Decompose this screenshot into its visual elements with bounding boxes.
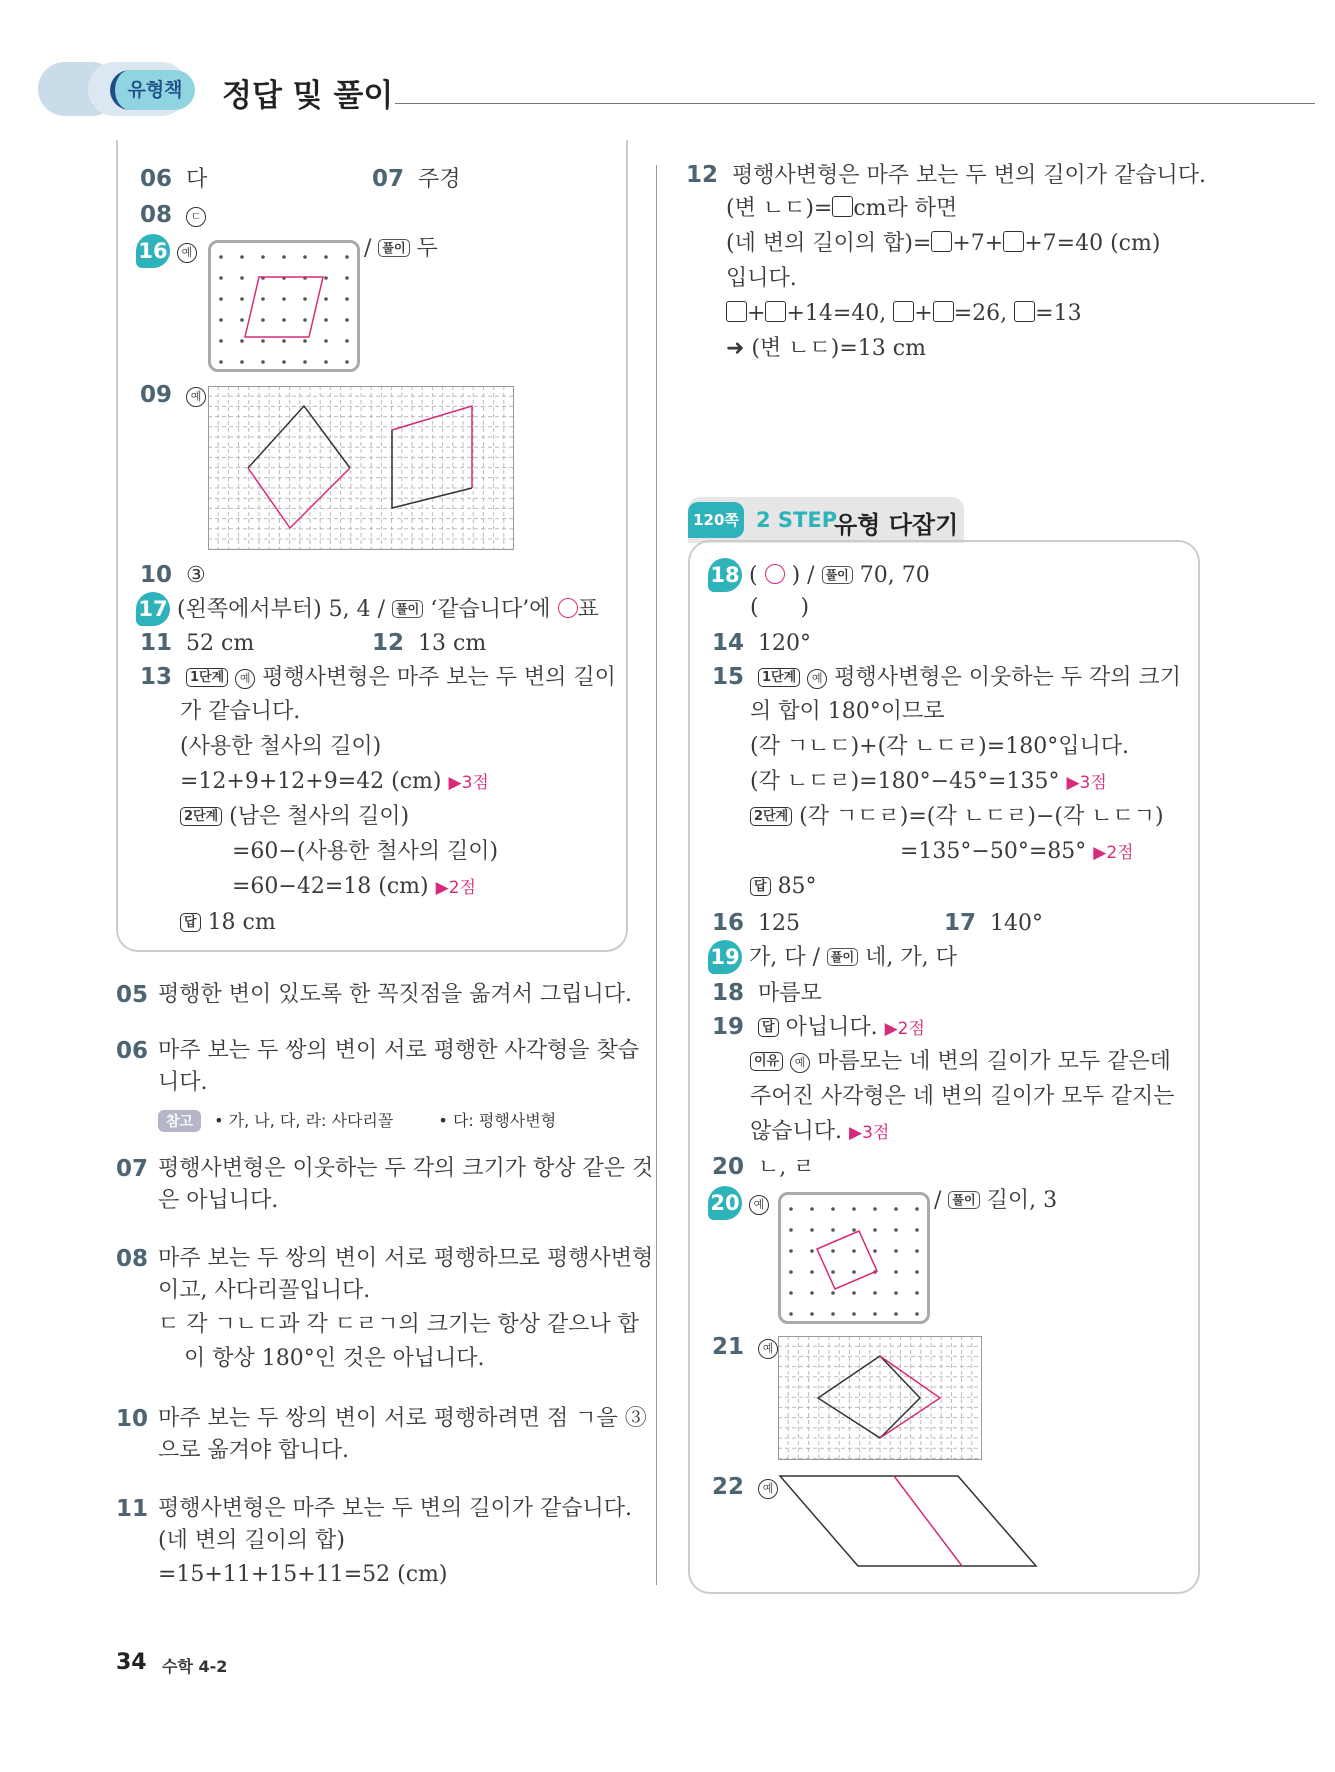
r-21: 21 예 bbox=[712, 1332, 778, 1363]
step-page-badge: 120쪽 bbox=[688, 502, 744, 538]
r-15-l5: 2단계 (각 ㄱㄷㄹ)=(각 ㄴㄷㄹ)−(각 ㄴㄷㄱ) bbox=[750, 802, 1164, 832]
rhombus-drawing-21 bbox=[778, 1336, 982, 1460]
grid-dot bbox=[810, 1228, 814, 1232]
row-13-l6: =60−(사용한 철사의 길이) bbox=[232, 839, 499, 864]
header-rule bbox=[395, 103, 1315, 104]
grid-dot bbox=[852, 1312, 856, 1316]
column-divider bbox=[656, 165, 657, 1585]
grid-dot bbox=[345, 339, 349, 343]
row-13-ans: 답 18 cm bbox=[180, 908, 276, 938]
grid-dot bbox=[240, 276, 244, 280]
r-20-solution: / 풀이 길이, 3 bbox=[934, 1188, 1058, 1213]
grid-dot bbox=[303, 255, 307, 259]
parallelogram-split-22 bbox=[778, 1474, 1042, 1570]
row-13: 13 1단계 예 평행사변형은 마주 보는 두 변의 길이 bbox=[140, 664, 616, 690]
row-13-l2: 가 같습니다. bbox=[180, 699, 301, 724]
grid-dot bbox=[831, 1291, 835, 1295]
left-explanations bbox=[116, 982, 654, 1606]
grid-dot bbox=[303, 339, 307, 343]
r-15: 15 1단계 예 평행사변형은 이웃하는 두 각의 크기 bbox=[712, 664, 1181, 690]
grid-dot bbox=[915, 1249, 919, 1253]
r-15-l4: (각 ㄴㄷㄹ)=180°−45°=135° ▶3점 bbox=[750, 769, 1107, 794]
grid-09 bbox=[208, 386, 514, 554]
grid-dot bbox=[873, 1291, 877, 1295]
row-13-l3: (사용한 철사의 길이) bbox=[180, 734, 382, 759]
grid-dot bbox=[915, 1228, 919, 1232]
r-19-l3: 않습니다. ▶3점 bbox=[750, 1119, 890, 1144]
grid-dot bbox=[915, 1207, 919, 1211]
grid-dot bbox=[261, 297, 265, 301]
grid-dot bbox=[915, 1291, 919, 1295]
grid-dot bbox=[240, 297, 244, 301]
r-18: 18 ( ) / 풀이 70, 70 bbox=[708, 558, 930, 592]
grid-dot bbox=[261, 318, 265, 322]
exp-11: 11 평행사변형은 마주 보는 두 변의 길이가 같습니다. (네 변의 길이의 합) =15+11+15+11=52 (cm) bbox=[116, 1496, 632, 1587]
grid-dot bbox=[324, 360, 328, 364]
grid-dot bbox=[915, 1312, 919, 1316]
grid-dot bbox=[219, 339, 223, 343]
parallelogram-drawing-16 bbox=[211, 243, 357, 369]
row-06: 06 다 bbox=[140, 166, 208, 192]
grid-dot bbox=[324, 297, 328, 301]
grid-dot bbox=[282, 255, 286, 259]
figure-22 bbox=[778, 1474, 1042, 1574]
row-08: 08 ㄷ bbox=[140, 200, 206, 231]
row-17: 17 (왼쪽에서부터) 5, 4 / 풀이 ‘같습니다’에 표 bbox=[136, 592, 599, 626]
r-16: 16 125 bbox=[712, 910, 801, 936]
grid-dot bbox=[873, 1249, 877, 1253]
grid-dot bbox=[852, 1249, 856, 1253]
header-tag: 유형책 bbox=[110, 70, 195, 110]
grid-dot bbox=[324, 276, 328, 280]
grid-dot bbox=[261, 360, 265, 364]
grid-dot bbox=[324, 255, 328, 259]
grid-dot bbox=[303, 318, 307, 322]
grid-dot bbox=[282, 318, 286, 322]
grid-dot bbox=[345, 297, 349, 301]
row-13-l5: 2단계 (남은 철사의 길이) bbox=[180, 802, 409, 832]
row-16-solution: / 풀이 두 bbox=[364, 236, 438, 261]
grid-dot bbox=[831, 1207, 835, 1211]
grid-dot bbox=[894, 1228, 898, 1232]
grid-dot bbox=[282, 339, 286, 343]
row-13-l7: =60−42=18 (cm) ▶2점 bbox=[232, 874, 476, 899]
row-11: 11 52 cm bbox=[140, 630, 255, 656]
r-19-l1: 이유 예 마름모는 네 변의 길이가 모두 같은데 bbox=[750, 1047, 1171, 1077]
grid-dot bbox=[894, 1207, 898, 1211]
grid-dot bbox=[894, 1249, 898, 1253]
r-17: 17 140° bbox=[944, 910, 1044, 936]
grid-dot bbox=[810, 1270, 814, 1274]
grid-dot bbox=[240, 360, 244, 364]
grid-dot bbox=[324, 339, 328, 343]
row-12: 12 13 cm bbox=[372, 630, 487, 656]
r-18b: 18 마름모 bbox=[712, 980, 822, 1006]
grid-dot bbox=[873, 1312, 877, 1316]
grid-dot bbox=[240, 255, 244, 259]
grid-dot bbox=[810, 1312, 814, 1316]
grid-dot bbox=[345, 360, 349, 364]
grid-dot bbox=[789, 1270, 793, 1274]
grid-dot bbox=[282, 360, 286, 364]
grid-dot bbox=[789, 1291, 793, 1295]
r-18-blank: ( ) bbox=[750, 595, 810, 620]
note-badge: 참고 bbox=[158, 1110, 201, 1132]
grid-dot bbox=[873, 1228, 877, 1232]
grid-dot bbox=[852, 1270, 856, 1274]
r-12-l3: (네 변의 길이의 합)= +7+ +7=40 (cm) bbox=[726, 231, 1161, 256]
r-14: 14 120° bbox=[712, 630, 812, 656]
square-drawing-20 bbox=[781, 1195, 927, 1321]
grid-dot bbox=[282, 297, 286, 301]
r-12-l6: ➜ (변 ㄴㄷ)=13 cm bbox=[726, 336, 926, 361]
grid-dot bbox=[852, 1228, 856, 1232]
grid-dot bbox=[219, 360, 223, 364]
grid-dot bbox=[303, 360, 307, 364]
exp-10: 10 마주 보는 두 쌍의 변이 서로 평행하려면 점 ㄱ을 ③ 으로 옮겨야 합니다. bbox=[116, 1406, 647, 1463]
grid-dot bbox=[810, 1291, 814, 1295]
grid-dot bbox=[894, 1291, 898, 1295]
grid-dot bbox=[261, 255, 265, 259]
grid-dot bbox=[915, 1270, 919, 1274]
grid-dot bbox=[261, 339, 265, 343]
grid-dot bbox=[873, 1207, 877, 1211]
grid-dot bbox=[831, 1270, 835, 1274]
grid-dot bbox=[345, 276, 349, 280]
r-12-l5: + +14=40, + =26, =13 bbox=[726, 299, 1082, 329]
grid-dot bbox=[789, 1312, 793, 1316]
grid-dot bbox=[852, 1207, 856, 1211]
r-12: 12 평행사변형은 마주 보는 두 변의 길이가 같습니다. bbox=[686, 162, 1207, 188]
exp-07: 07 평행사변형은 이웃하는 두 각의 크기가 항상 같은 것 은 아닙니다. bbox=[116, 1156, 654, 1213]
r-19-l2: 주어진 사각형은 네 변의 길이가 모두 같지는 bbox=[750, 1084, 1175, 1109]
row-10: 10 ③ bbox=[140, 562, 206, 588]
step-title: 유형 다잡기 bbox=[834, 511, 959, 539]
grid-dot bbox=[831, 1312, 835, 1316]
grid-dot bbox=[810, 1249, 814, 1253]
row-07: 07 주경 bbox=[372, 166, 461, 192]
grid-dot bbox=[219, 255, 223, 259]
page-number: 34 bbox=[116, 1650, 147, 1675]
r-20: 20 ㄴ, ㄹ bbox=[712, 1154, 815, 1180]
grid-dot bbox=[894, 1312, 898, 1316]
r-22: 22 예 bbox=[712, 1472, 778, 1503]
dot-grid-20 bbox=[778, 1192, 930, 1324]
row-09: 09 예 bbox=[140, 380, 206, 411]
book-name: 수학 4-2 bbox=[162, 1657, 228, 1676]
grid-dot bbox=[324, 318, 328, 322]
grid-dot bbox=[240, 318, 244, 322]
step-label: 2 STEP bbox=[756, 508, 838, 532]
grid-dot bbox=[240, 339, 244, 343]
grid-dot bbox=[219, 318, 223, 322]
exp-06: 06 마주 보는 두 쌍의 변이 서로 평행한 사각형을 찾습 니다. 참고 • 가, 나, 다, 라: 사다리꼴 • 다: 평행사변형 bbox=[116, 1038, 639, 1130]
page-title: 정답 및 풀이 bbox=[222, 78, 394, 114]
r-15-l2: 의 합이 180°이므로 bbox=[750, 699, 945, 724]
r-15-l3: (각 ㄱㄴㄷ)+(각 ㄴㄷㄹ)=180°입니다. bbox=[750, 734, 1129, 759]
grid-dot bbox=[831, 1228, 835, 1232]
r-12-l2: (변 ㄴㄷ)= cm라 하면 bbox=[726, 196, 958, 221]
grid-drawing-09 bbox=[208, 386, 514, 550]
exp-05: 05 평행한 변이 있도록 한 꼭짓점을 옮겨서 그립니다. bbox=[116, 982, 632, 1008]
r-15-ans: 답 85° bbox=[750, 872, 817, 902]
exp-08: 08 마주 보는 두 쌍의 변이 서로 평행하므로 평행사변형 이고, 사다리꼴입니다. ㄷ 각 ㄱㄴㄷ과 각 ㄷㄹㄱ의 크기는 항상 같으나 합 이 항상 180°인 것은 아닙니다. bbox=[116, 1246, 654, 1371]
grid-dot bbox=[219, 297, 223, 301]
grid-dot bbox=[894, 1270, 898, 1274]
grid-dot bbox=[852, 1291, 856, 1295]
r-15-l6: =135°−50°=85° ▶2점 bbox=[900, 839, 1134, 864]
row-13-l4: =12+9+12+9=42 (cm) ▶3점 bbox=[180, 769, 489, 794]
row-16: 16 예 bbox=[136, 234, 197, 268]
grid-dot bbox=[789, 1249, 793, 1253]
grid-dot bbox=[789, 1228, 793, 1232]
dot-grid-16 bbox=[208, 240, 360, 372]
grid-dot bbox=[789, 1207, 793, 1211]
grid-dot bbox=[345, 255, 349, 259]
grid-dot bbox=[345, 318, 349, 322]
grid-dot bbox=[831, 1249, 835, 1253]
r-20-teal: 20 예 bbox=[708, 1186, 769, 1220]
grid-dot bbox=[219, 276, 223, 280]
r-19-teal: 19 가, 다 / 풀이 네, 가, 다 bbox=[708, 940, 957, 974]
grid-dot bbox=[303, 297, 307, 301]
grid-dot bbox=[810, 1207, 814, 1211]
r-12-l4: 입니다. bbox=[726, 266, 797, 291]
r-19: 19 답 아닙니다. ▶2점 bbox=[712, 1014, 925, 1040]
grid-21 bbox=[778, 1336, 982, 1464]
